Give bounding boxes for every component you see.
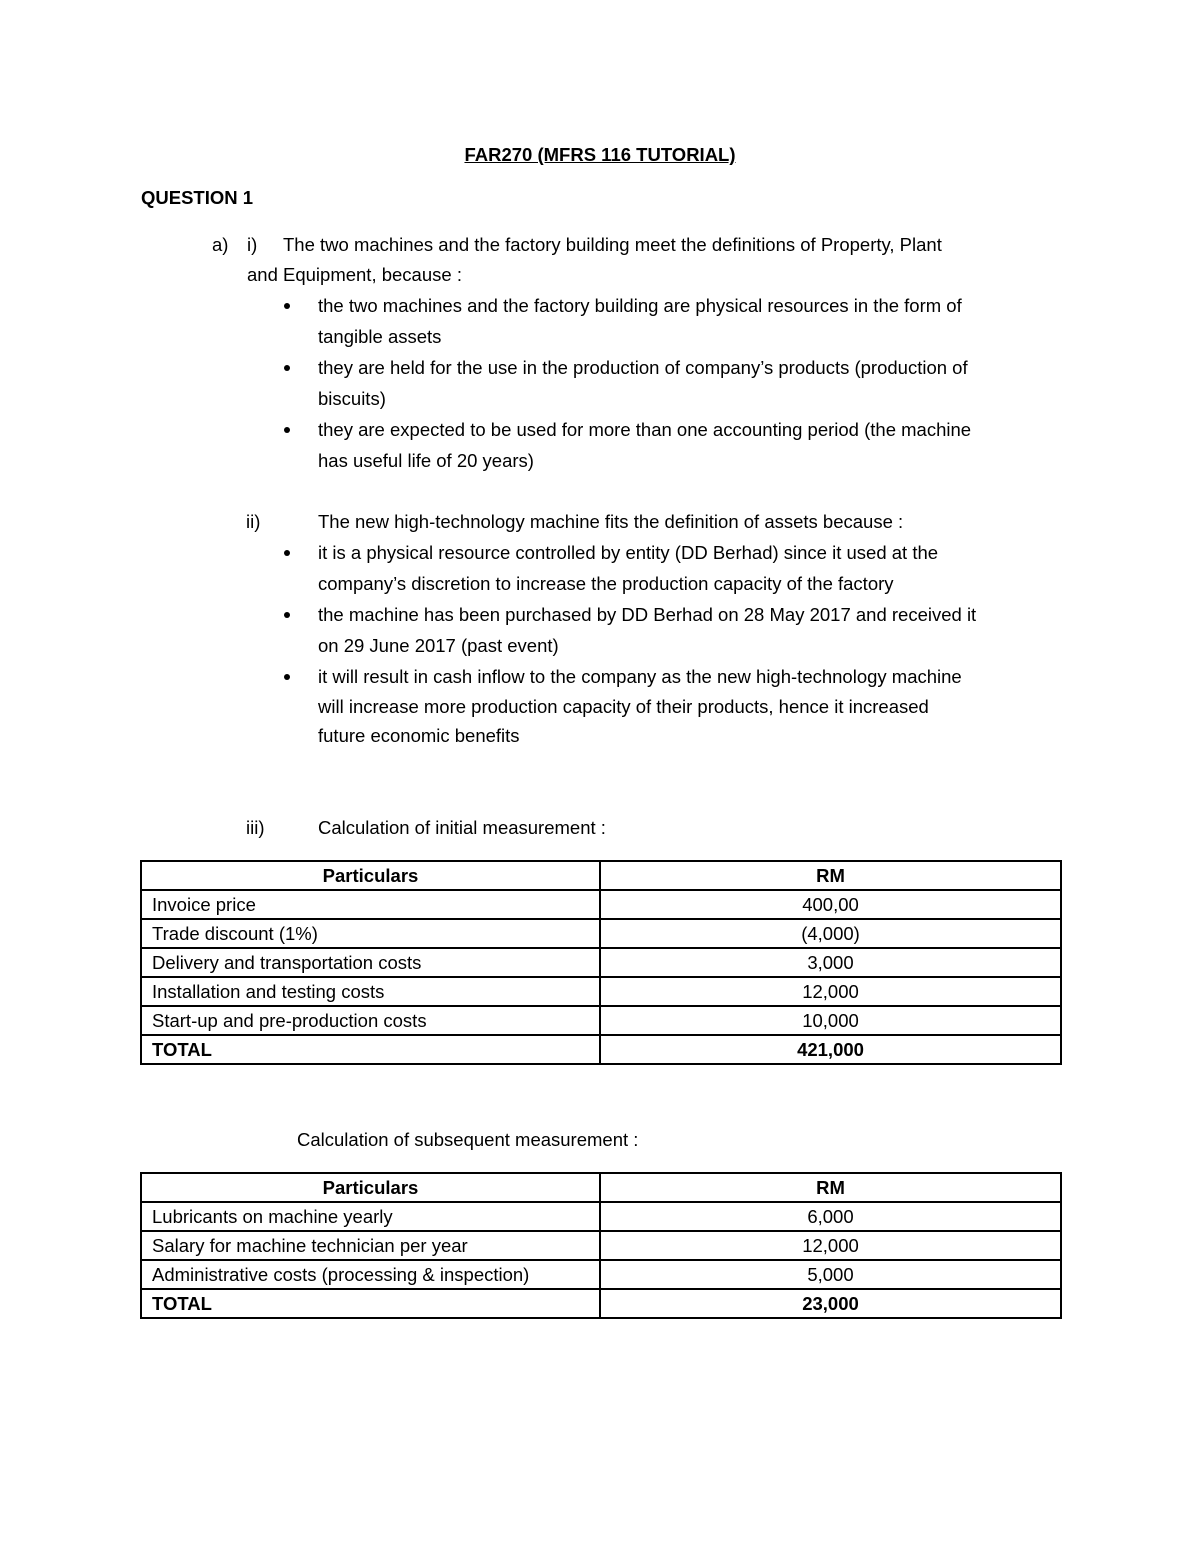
bullet-text: tangible assets [318,326,442,347]
amount-cell: (4,000) [600,919,1061,948]
bullet-dot [284,550,290,556]
particular-cell: Invoice price [141,890,600,919]
part-a-label: a) [212,234,229,255]
bullet-text: will increase more production capacity of their products, hence it increased [318,696,929,717]
table-row [141,890,1061,919]
column-header: Particulars [141,861,600,890]
bullet-text: biscuits) [318,388,386,409]
particular-cell: Administrative costs (processing & inspection) [141,1260,600,1289]
particular-cell: Installation and testing costs [141,977,600,1006]
amount-cell: 10,000 [600,1006,1061,1035]
amount-cell: 12,000 [600,1231,1061,1260]
bullet-text: future economic benefits [318,725,520,746]
page-title: FAR270 (MFRS 116 TUTORIAL) [464,144,736,165]
particular-cell: Lubricants on machine yearly [141,1202,600,1231]
table-row [141,1231,1061,1260]
bullet-text: the two machines and the factory building are physical resources in the form of [318,295,962,316]
bullet-text: the machine has been purchased by DD Berhad on 28 May 2017 and received it [318,604,977,625]
column-header: RM [600,1173,1061,1202]
table-header-row [141,861,1061,890]
part-i-number: i) [247,234,258,255]
bullet-text: it will result in cash inflow to the company as the new high-technology machine [318,666,962,687]
particular-cell: Start-up and pre-production costs [141,1006,600,1035]
bullet-dot [284,365,290,371]
table-row [141,1202,1061,1231]
part-ii-number: ii) [246,511,261,532]
table-row [141,1006,1061,1035]
bullet-text: they are expected to be used for more than one accounting period (the machine [318,419,972,440]
part-iii-number: iii) [246,817,265,838]
particular-cell: Delivery and transportation costs [141,948,600,977]
column-header: RM [600,861,1061,890]
table-row [141,919,1061,948]
part-ii-intro: The new high-technology machine fits the definition of assets because : [318,511,904,532]
bullet-text: on 29 June 2017 (past event) [318,635,559,656]
question-heading: QUESTION 1 [141,187,254,208]
amount-cell: 3,000 [600,948,1061,977]
total-amount: 23,000 [600,1289,1061,1318]
bullet-text: company’s discretion to increase the production capacity of the factory [318,573,894,594]
table-row [141,1260,1061,1289]
total-label: TOTAL [141,1035,600,1064]
bullet-dot [284,612,290,618]
table-header-row [141,1173,1061,1202]
subsequent-measurement-heading: Calculation of subsequent measurement : [297,1129,639,1150]
bullet-text: has useful life of 20 years) [318,450,534,471]
bullet-dot [284,674,290,680]
initial-measurement-table [140,860,1062,1065]
part-i-intro-line1: The two machines and the factory building meet the definitions of Property, Plant [283,234,942,255]
particular-cell: Salary for machine technician per year [141,1231,600,1260]
initial-measurement-heading: Calculation of initial measurement : [318,817,606,838]
subsequent-measurement-table [140,1172,1062,1319]
bullet-dot [284,427,290,433]
table-total-row [141,1289,1061,1318]
column-header: Particulars [141,1173,600,1202]
part-i-intro-line2: and Equipment, because : [247,264,462,285]
total-label: TOTAL [141,1289,600,1318]
bullet-text: they are held for the use in the production of company’s products (production of [318,357,968,378]
amount-cell: 400,00 [600,890,1061,919]
bullet-dot [284,303,290,309]
table-row [141,977,1061,1006]
amount-cell: 6,000 [600,1202,1061,1231]
amount-cell: 5,000 [600,1260,1061,1289]
bullet-text: it is a physical resource controlled by entity (DD Berhad) since it used at the [318,542,939,563]
particular-cell: Trade discount (1%) [141,919,600,948]
total-amount: 421,000 [600,1035,1061,1064]
table-row [141,948,1061,977]
amount-cell: 12,000 [600,977,1061,1006]
table-total-row [141,1035,1061,1064]
